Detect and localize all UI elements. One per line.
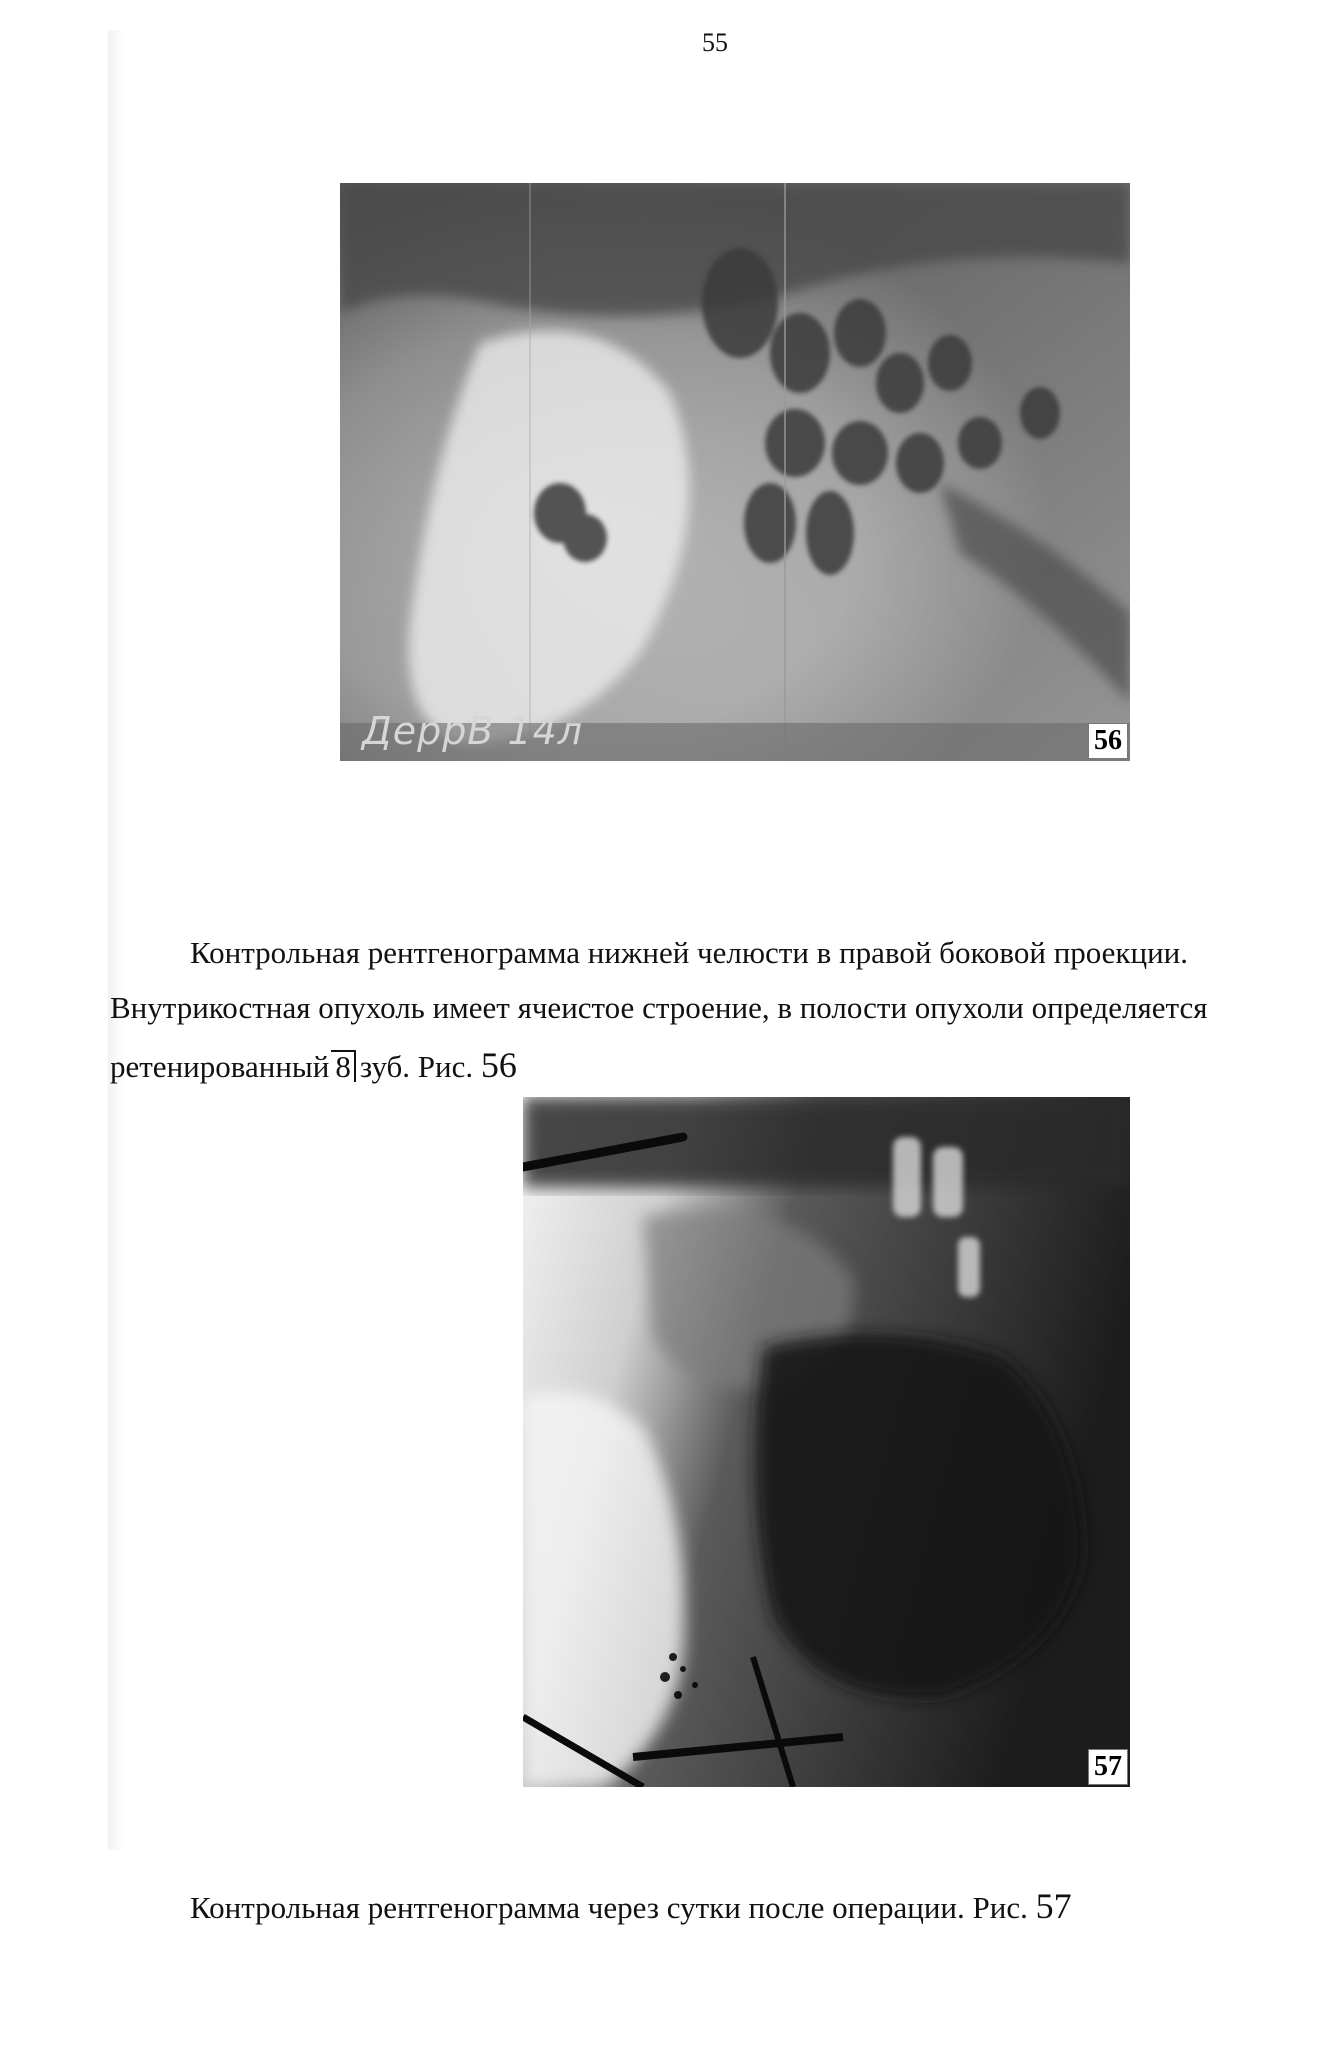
xray-image-57: [523, 1097, 1130, 1787]
page-number: 55: [702, 28, 728, 57]
figure-badge-56: 56: [1088, 723, 1128, 759]
page-shadow-edge: [108, 30, 124, 1850]
figure-badge-57: 57: [1088, 1749, 1128, 1785]
film-handwritten-label: ДеррВ 14л: [362, 709, 584, 753]
figure-reference-57: 57: [1035, 1886, 1072, 1926]
tooth-number-notation: 8: [331, 1050, 356, 1082]
caption-56-line2: Внутрикостная опухоль имеет ячеистое строение, в полости опухоли определяется: [110, 990, 1208, 1025]
figure-reference-56: 56: [480, 1045, 517, 1085]
caption-56-retained-word: ретенированный: [110, 1049, 330, 1084]
caption-56-line3: [110, 1044, 517, 1088]
caption-57: [190, 1885, 1072, 1929]
caption-56-tooth-text: зуб. Рис.: [359, 1049, 474, 1084]
caption-56-line1: Контрольная рентгенограмма нижней челюсти в правой боковой проекции.: [190, 935, 1189, 970]
xray-image-56: [340, 183, 1130, 761]
xray-figure-57: [523, 1097, 1130, 1787]
caption-57-text: Контрольная рентгенограмма через сутки после операции. Рис.: [190, 1890, 1028, 1925]
xray-figure-56: [340, 183, 1130, 761]
